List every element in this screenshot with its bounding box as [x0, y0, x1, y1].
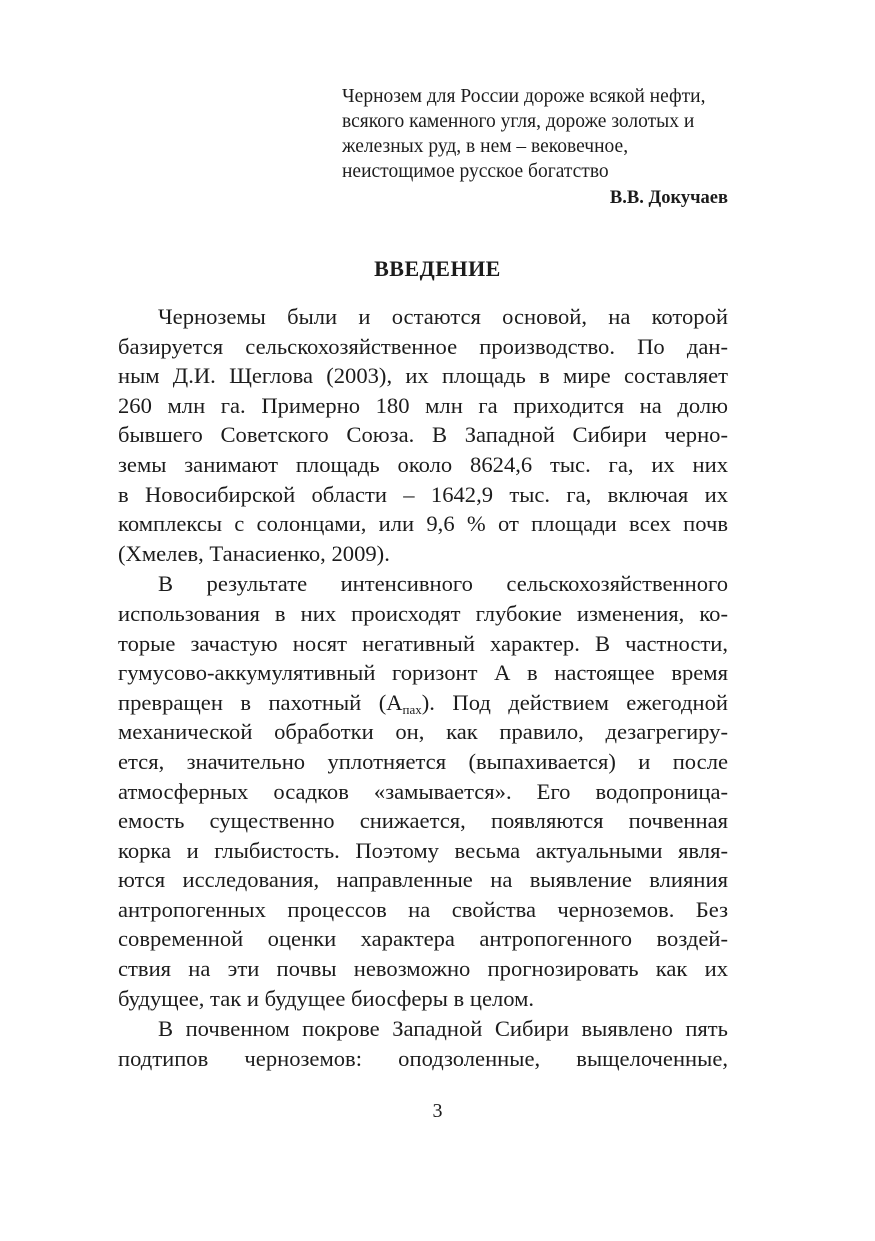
- text-line: емость существенно снижается, появляются почвенная: [118, 808, 728, 834]
- text-line: в Новосибирской области – 1642,9 тыс. га, включая их: [118, 481, 728, 507]
- horizon-subscript: пах: [402, 701, 422, 717]
- text-line: В почвенном покрове Западной Сибири выявлено пять: [158, 1016, 728, 1042]
- text-line: подтипов черноземов: оподзоленные, выщелоченные,: [118, 1045, 728, 1071]
- text-line: торые зачастую носят негативный характер. В частности,: [118, 630, 728, 656]
- page-number: 3: [432, 1100, 443, 1122]
- section-heading: ВВЕДЕНИЕ: [374, 256, 501, 281]
- text-line: атмосферных осадков «замывается». Его водопроница-: [118, 778, 728, 804]
- epigraph: [342, 84, 728, 211]
- text-line: ным Д.И. Щеглова (2003), их площадь в мире составляет: [118, 363, 728, 389]
- text-line: В результате интенсивного сельскохозяйственного: [158, 571, 728, 597]
- text-line: базируется сельскохозяйственное производство. По дан-: [118, 333, 728, 359]
- text-line: бывшего Советского Союза. В Западной Сибири черно-: [118, 422, 728, 448]
- text-line: комплексы с солонцами, или 9,6 % от площади всех почв: [118, 511, 728, 537]
- text-line: будущее, так и будущее биосферы в целом.: [118, 985, 535, 1011]
- text-line: 260 млн га. Примерно 180 млн га приходится на долю: [118, 392, 728, 418]
- epigraph-line: всякого каменного угля, дороже золотых и: [342, 111, 695, 132]
- text-line: земы занимают площадь около 8624,6 тыс. га, их них: [118, 451, 728, 477]
- text-line: Черноземы были и остаются основой, на которой: [158, 304, 728, 329]
- text-line: [118, 688, 728, 718]
- paragraph: [118, 569, 728, 1013]
- body-text: [118, 302, 728, 1073]
- epigraph-line: неистощимое русское богатство: [342, 161, 609, 182]
- text-line: современной оценки характера антропогенного воздей-: [118, 926, 728, 952]
- text-line: ствия на эти почвы невозможно прогнозировать как их: [118, 956, 728, 982]
- text-fragment: превращен в пахотный (А: [118, 689, 403, 715]
- text-line: использования в них происходят глубокие изменения, ко-: [118, 600, 728, 626]
- text-line: ется, значительно уплотняется (выпахивается) и после: [118, 748, 728, 774]
- text-line: антропогенных процессов на свойства черноземов. Без: [118, 896, 728, 922]
- epigraph-author: В.В. Докучаев: [609, 188, 728, 208]
- text-line: ются исследования, направленные на выявление влияния: [118, 867, 728, 893]
- paragraph: [118, 302, 728, 568]
- text-line: корка и глыбистость. Поэтому весьма актуальными явля-: [118, 837, 728, 863]
- text-line: гумусово-аккумулятивный горизонт А в настоящее время: [118, 660, 728, 686]
- text-fragment: ). Под действием ежегодной: [421, 689, 728, 715]
- text-line: (Хмелев, Танасиенко, 2009).: [118, 540, 390, 566]
- epigraph-line: железных руд, в нем – вековечное,: [342, 136, 629, 157]
- epigraph-line: Чернозем для России дороже всякой нефти,: [342, 86, 706, 107]
- text-line: механической обработки он, как правило, дезагрегиру-: [118, 719, 728, 745]
- paragraph: [118, 1014, 728, 1073]
